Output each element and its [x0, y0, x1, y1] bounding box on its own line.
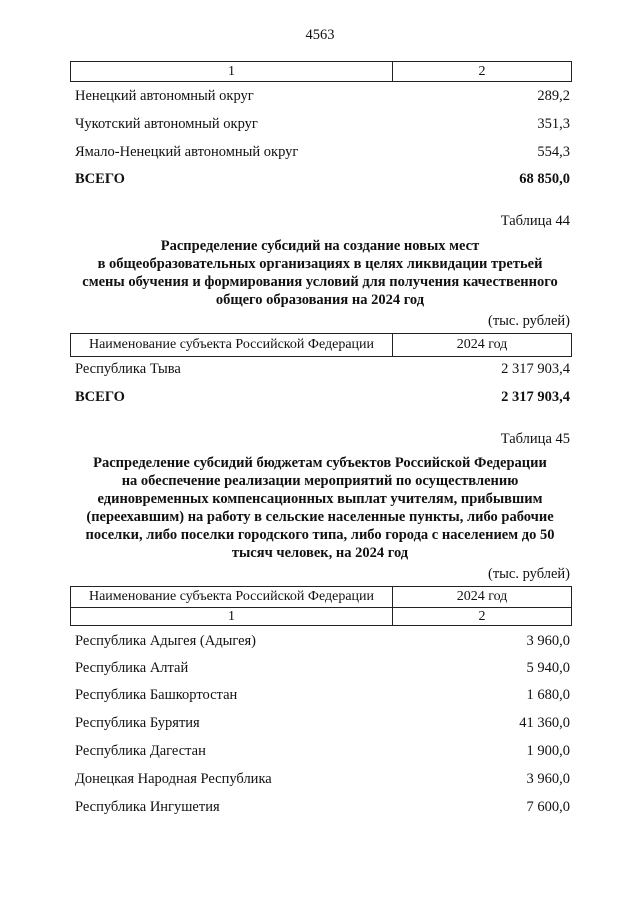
table-row	[75, 713, 570, 733]
region-name: Республика Тыва	[75, 361, 181, 377]
column-number-2: 2	[393, 608, 572, 626]
region-name: Республика Бурятия	[75, 715, 200, 731]
table-45-units: (тыс. рублей)	[488, 566, 570, 582]
table-44-header	[70, 333, 572, 357]
title-line: смены обучения и формирования условий для получения качественного	[82, 274, 558, 290]
continuation-header	[70, 61, 572, 82]
title-line: тысяч человек, на 2024 год	[231, 545, 409, 561]
column-number-1: 1	[71, 62, 393, 82]
page-number: 4563	[305, 27, 335, 43]
title-line: Распределение субсидий бюджетам субъектов Российской Федерации	[93, 455, 547, 471]
header-region: Наименование субъекта Российской Федерации	[71, 334, 393, 357]
total-row	[75, 169, 570, 189]
title-line: на обеспечение реализации мероприятий по осуществлению	[121, 473, 519, 489]
header-region: Наименование субъекта Российской Федерации	[71, 587, 393, 608]
table-row	[75, 631, 570, 651]
total-row	[75, 387, 570, 407]
table-row	[75, 741, 570, 761]
region-value: 41 360,0	[519, 715, 570, 731]
total-value: 2 317 903,4	[501, 389, 570, 405]
table-45-title	[70, 454, 570, 562]
region-value: 2 317 903,4	[501, 361, 570, 377]
column-number-1: 1	[71, 608, 393, 626]
region-name: Чукотский автономный округ	[75, 116, 258, 132]
table-row	[75, 769, 570, 789]
table-row	[75, 86, 570, 106]
table-row	[75, 114, 570, 134]
table-44-units: (тыс. рублей)	[488, 313, 570, 329]
title-line: общего образования на 2024 год	[215, 292, 425, 308]
region-name: Донецкая Народная Республика	[75, 771, 272, 787]
region-name: Республика Башкортостан	[75, 687, 238, 703]
table-row	[75, 685, 570, 705]
title-line: (переехавшим) на работу в сельские населенные пункты, либо рабочие	[86, 509, 554, 525]
region-value: 351,3	[537, 116, 570, 132]
region-name: Республика Дагестан	[75, 743, 206, 759]
title-line: поселки, либо поселки городского типа, либо города с населением до 50	[85, 527, 555, 543]
table-44-label: Таблица 44	[500, 213, 570, 229]
header-year: 2024 год	[393, 587, 572, 608]
region-name: Республика Ингушетия	[75, 799, 220, 815]
region-name: Ненецкий автономный округ	[75, 88, 254, 104]
region-value: 3 960,0	[526, 633, 570, 649]
total-label: ВСЕГО	[75, 389, 125, 405]
region-value: 1 680,0	[526, 687, 570, 703]
region-value: 554,3	[537, 144, 570, 160]
region-name: Ямало-Ненецкий автономный округ	[75, 144, 299, 160]
region-name: Республика Алтай	[75, 660, 189, 676]
table-45-header	[70, 586, 572, 626]
title-line: Распределение субсидий на создание новых мест	[160, 238, 480, 254]
region-value: 7 600,0	[526, 799, 570, 815]
total-value: 68 850,0	[519, 171, 570, 187]
table-row	[75, 658, 570, 678]
region-value: 1 900,0	[526, 743, 570, 759]
header-year: 2024 год	[393, 334, 572, 357]
region-value: 5 940,0	[526, 660, 570, 676]
region-name: Республика Адыгея (Адыгея)	[75, 633, 257, 649]
table-row	[75, 142, 570, 162]
table-row	[75, 797, 570, 817]
title-line: в общеобразовательных организациях в целях ликвидации третьей	[97, 256, 543, 272]
table-44-title	[70, 237, 570, 309]
region-value: 289,2	[537, 88, 570, 104]
column-number-2: 2	[393, 62, 572, 82]
total-label: ВСЕГО	[75, 171, 125, 187]
region-value: 3 960,0	[526, 771, 570, 787]
title-line: единовременных компенсационных выплат учителям, прибывшим	[97, 491, 543, 507]
table-45-label: Таблица 45	[500, 431, 570, 447]
table-row	[75, 359, 570, 379]
